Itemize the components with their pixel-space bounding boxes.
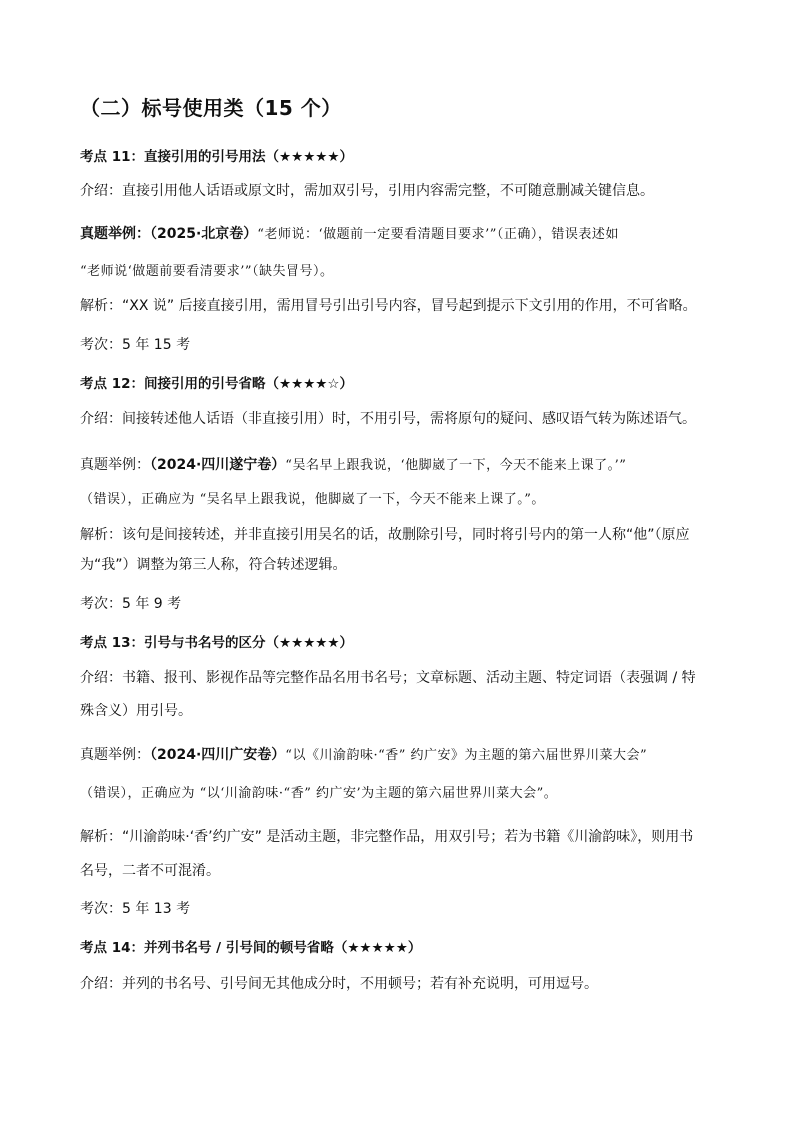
- example-label: 真题举例：: [80, 226, 150, 242]
- point-13-analysis: 解析：“川渝韵味·‘香’约广安” 是活动主题，非完整作品，用双引号；若为书籍《川渝韵味》，则用书: [80, 829, 694, 845]
- point-11-example-cont: “老师说‘做题前要看清要求’”（缺失冒号）。: [80, 264, 334, 279]
- point-12-analysis: 解析：该句是间接转述，并非直接引用吴名的话，故删除引号，同时将引号内的第一人称“他”（原应: [80, 527, 690, 543]
- point-13-intro-cont: 殊含义）用引号。: [80, 703, 192, 719]
- example-text: “吴名早上跟我说，‘他脚崴了一下，今天不能来上课了。’”: [285, 458, 627, 473]
- point-14-title: 考点 14：并列书名号 / 引号间的顿号省略（★★★★★）: [80, 940, 422, 956]
- point-13-example: [80, 744, 647, 764]
- point-11-title: 考点 11：直接引用的引号用法（★★★★★）: [80, 149, 353, 165]
- example-source: （2024·四川广安卷）: [150, 747, 286, 763]
- point-11-analysis: 解析：“XX 说” 后接直接引用，需用冒号引出引号内容，冒号起到提示下文引用的作用，不可省略。: [80, 298, 697, 314]
- point-11-example: [80, 223, 619, 243]
- example-source: （2024·四川遂宁卷）: [150, 457, 286, 473]
- example-label: 真题举例：: [80, 747, 150, 763]
- point-12-intro: 介绍：间接转述他人话语（非直接引用）时，不用引号，需将原句的疑问、感叹语气转为陈述语气。: [80, 411, 696, 427]
- point-11-intro: 介绍：直接引用他人话语或原文时，需加双引号，引用内容需完整，不可随意删减关键信息。: [80, 183, 654, 199]
- point-13-title: 考点 13：引号与书名号的区分（★★★★★）: [80, 635, 353, 651]
- example-label: 真题举例：: [80, 457, 150, 473]
- point-12-example-cont: （错误），正确应为 “吴名早上跟我说，他脚崴了一下，今天不能来上课了。”。: [80, 492, 545, 507]
- point-13-example-cont: （错误），正确应为 “以‘川渝韵味·“香” 约广安’为主题的第六届世界川菜大会”。: [80, 786, 558, 801]
- point-12-count: 考次：5 年 9 考: [80, 596, 182, 612]
- example-source: （2025·北京卷）: [150, 226, 258, 242]
- section-title: （二）标号使用类（15 个）: [80, 96, 342, 120]
- point-12-example: [80, 454, 626, 474]
- point-14-intro: 介绍：并列的书名号、引号间无其他成分时，不用顿号；若有补充说明，可用逗号。: [80, 976, 598, 992]
- point-12-title: 考点 12：间接引用的引号省略（★★★★☆）: [80, 376, 353, 392]
- point-12-analysis-cont: 为“我”）调整为第三人称，符合转述逻辑。: [80, 557, 347, 573]
- point-13-count: 考次：5 年 13 考: [80, 901, 191, 917]
- point-13-analysis-cont: 名号，二者不可混淆。: [80, 863, 220, 879]
- example-text: “以《川渝韵味·“香” 约广安》为主题的第六届世界川菜大会”: [285, 748, 648, 763]
- example-text: “老师说：‘做题前一定要看清题目要求’”（正确），错误表述如: [257, 227, 619, 242]
- point-13-intro: 介绍：书籍、报刊、影视作品等完整作品名用书名号；文章标题、活动主题、特定词语（表强调 / 特: [80, 670, 696, 686]
- point-11-count: 考次：5 年 15 考: [80, 337, 191, 353]
